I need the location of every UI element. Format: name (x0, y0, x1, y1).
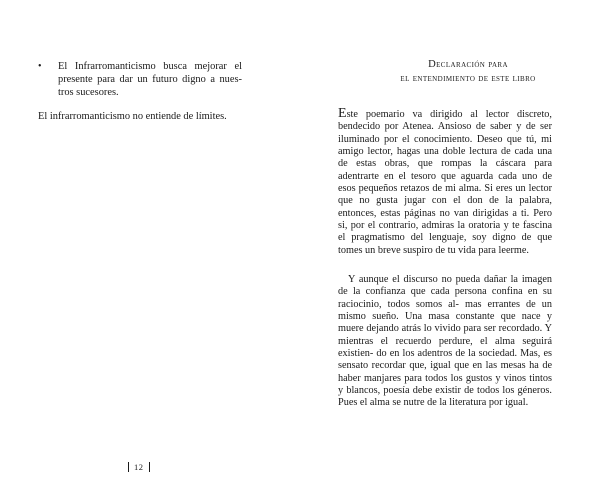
bullet-marker: • (38, 61, 42, 72)
right-page (300, 0, 600, 503)
page-number-value: 12 (134, 462, 144, 472)
body-paragraph-2: Y aunque el discurso no pueda dañar la imagen de la confianza que cada persona confina en su raciocinio, todos somos al- mas errantes de un mismo sueño. Una masa constante que nace y muere dejando atrás lo vivido para ser recordado. Y mientras el recuerdo perdure, el alma seguirá existien- do en los adentros de la sociedad. Mas, es sensato recordar que, igual que en las mesas ha de haber manjares para todos los gustos y vinos tintos y blancos, poesía debe existir de todos los géneros. Pues el alma se nutre de la literatura por igual. (338, 274, 552, 409)
page-number (128, 461, 150, 473)
left-paragraph: El infrarromanticismo no entiende de límites. (38, 111, 227, 122)
bullet-text: El Infrarromanticismo busca mejorar el presente para dar un futuro digno a nues- tros sucesores. (58, 61, 242, 99)
body-paragraph-1 (338, 108, 552, 257)
page-number-left-rule (128, 462, 129, 472)
section-subtitle: el entendimiento de este libro (400, 73, 536, 84)
page-number-right-rule (149, 462, 150, 472)
bullet-list-item (38, 60, 242, 100)
paragraph-1-text: ste poemario va dirigido al lector discreto, bendecido por Atenea. Ansioso de saber y de ser iluminado por el conocimiento. Deseo que tú, mi amigo lector, hagas una doble lectura de cada una de estas obras, que rompas la cáscara para adentrarte en el tesoro que aguarda cada uno de esos pequeños retazos de mi alma. Si eres un lector que no gusta jugar con el don de la palabra, entonces, estas páginas no van dirigidas a ti. Pero si, por el contrario, admiras la oratoria y te fascina el pragmatismo del lenguaje, soy digno de que tomes un breve suspiro de tu vida para leerme. (338, 109, 552, 256)
initial-letter: E (338, 106, 347, 121)
section-title: Declaración para (428, 59, 508, 70)
